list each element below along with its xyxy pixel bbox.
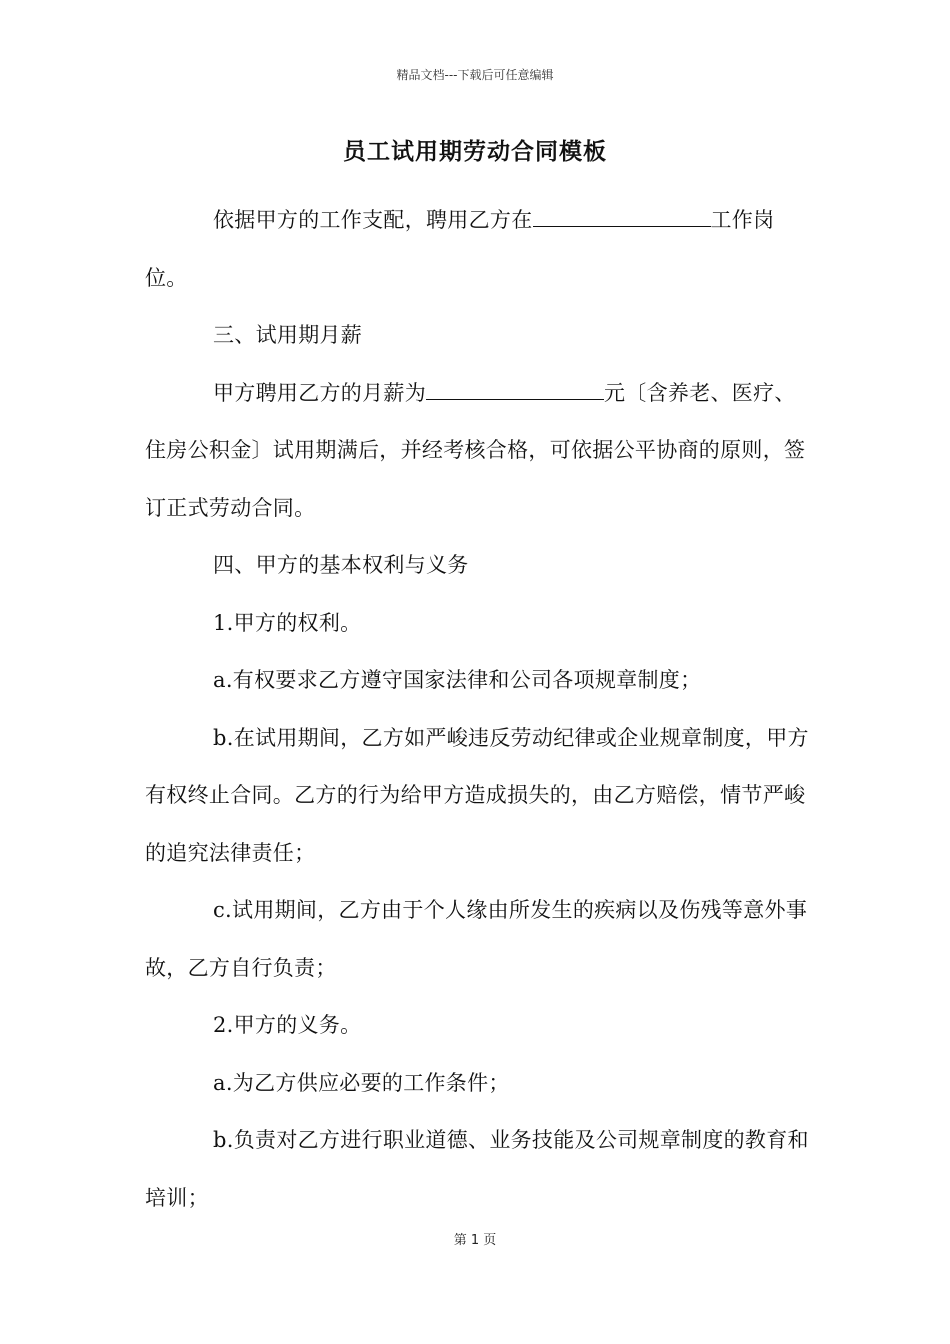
list-item: a.有权要求乙方遵守国家法律和公司各项规章制度； [213,668,702,692]
blank-line [426,379,604,400]
list-item: c.试用期间，乙方由于个人缘由所发生的疾病以及伤残等意外事故，乙方自行负责； [145,898,808,980]
paragraph-text: 工作岗位。 [145,208,775,290]
paragraph-text: 依据甲方的工作支配，聘用乙方在 [213,208,533,232]
paragraph-text: 元〔含养老、医疗、住房公积金〕试用期满后，并经考核合格，可依据公平协商的原则，签订正式劳动合同。 [145,380,806,520]
paragraph-position [145,192,815,307]
header-note: 精品文档---下载后可任意编辑 [396,68,554,82]
section-heading: 四、甲方的基本权利与义务 [213,553,469,577]
blank-line [533,206,711,227]
subsection-heading: 2.甲方的义务。 [213,1013,362,1037]
page-number: 第 1 页 [453,1233,497,1248]
document-body [145,192,815,1227]
section-heading: 三、试用期月薪 [213,323,363,347]
list-item: a.为乙方供应必要的工作条件； [213,1070,510,1095]
list-item: b.负责对乙方进行职业道德、业务技能及公司规章制度的教育和培训； [145,1128,809,1210]
paragraph-text: 甲方聘用乙方的月薪为 [213,380,426,405]
subsection-heading: 1.甲方的权利。 [213,610,362,635]
document-title: 员工试用期劳动合同模板 [343,139,607,165]
list-item: b.在试用期间，乙方如严峻违反劳动纪律或企业规章制度，甲方有权终止合同。乙方的行为给甲方造成损失的，由乙方赔偿，情节严峻的追究法律责任； [145,725,809,865]
paragraph-salary [145,365,815,538]
